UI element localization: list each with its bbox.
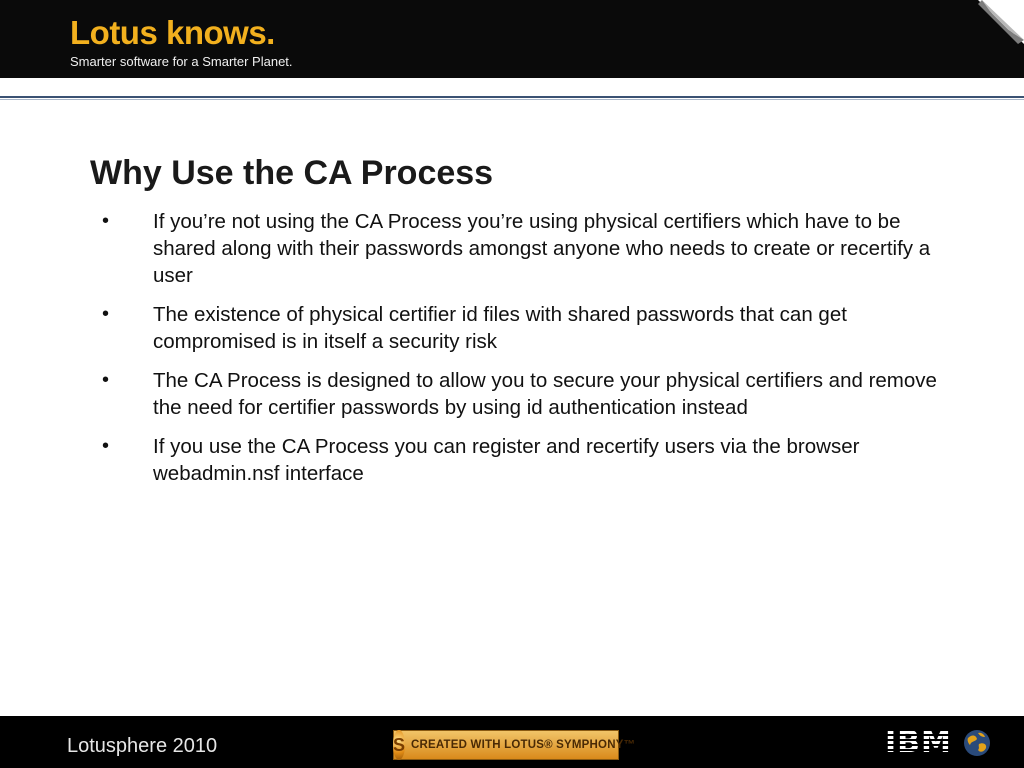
globe-icon (962, 728, 992, 758)
bullet-list (100, 208, 960, 499)
bullet-text: The CA Process is designed to allow you to secure your physical certifiers and remove the need for certifier passwords by using id authentication instead (153, 369, 937, 419)
bullet-text: The existence of physical certifier id files with shared passwords that can get compromised is in itself a security risk (153, 303, 847, 353)
bullet-dot-icon: • (102, 303, 110, 325)
bullet-text: If you use the CA Process you can register and recertify users via the browser webadmin.nsf interface (153, 435, 860, 485)
bullet-item (100, 301, 960, 355)
footer-bar (0, 716, 1024, 768)
brand-title: Lotus knows. (70, 14, 275, 51)
bullet-item (100, 367, 960, 421)
bullet-item (100, 433, 960, 487)
event-name: Lotusphere 2010 (67, 735, 218, 757)
bullet-dot-icon: • (102, 210, 110, 232)
bullet-dot-icon: • (102, 369, 110, 391)
ibm-logo: IBM (885, 725, 952, 760)
symphony-badge-text: CREATED WITH LOTUS® SYMPHONY™ (411, 739, 636, 751)
brand-tagline: Smarter software for a Smarter Planet. (70, 54, 293, 69)
symphony-badge (393, 730, 636, 760)
slide-title: Why Use the CA Process (90, 154, 494, 192)
page-curl-icon (978, 0, 1024, 44)
bullet-item (100, 208, 960, 289)
symphony-logo-icon: S (393, 730, 405, 760)
header-divider-shadow (0, 99, 1024, 100)
bullet-dot-icon: • (102, 435, 110, 457)
header-divider (0, 96, 1024, 98)
bullet-text: If you’re not using the CA Process you’re using physical certifiers which have to be shared along with their passwords amongst anyone who needs to create or recertify a user (153, 210, 931, 287)
header-bar (0, 0, 1024, 78)
